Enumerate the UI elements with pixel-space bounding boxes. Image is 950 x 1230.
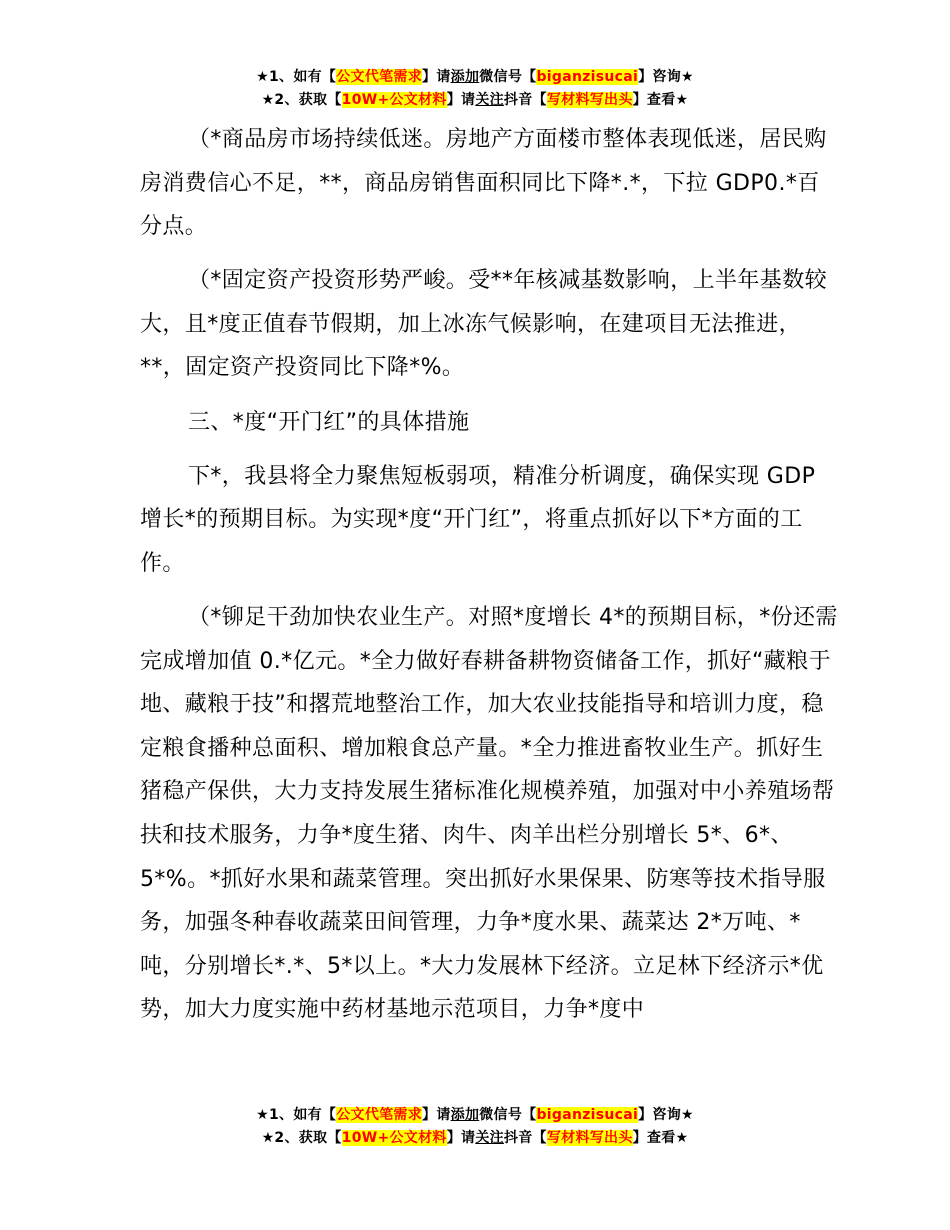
banner-text: ★2、获取【 xyxy=(261,1130,342,1146)
highlight-wechat-id: biganzisucai xyxy=(536,1107,639,1123)
banner-text: ★1、如有【 xyxy=(256,69,337,85)
paragraph-intro-measures: 下*，我县将全力聚焦短板弱项，精准分析调度，确保实现 GDP 增长*的预期目标。为实现*度“开门红”，将重点抓好以下*方面的工作。 xyxy=(140,463,816,576)
banner-text: 抖音【 xyxy=(503,1130,547,1146)
underlined-word: 关注 xyxy=(475,92,504,108)
banner-line-2 xyxy=(0,1127,950,1150)
banner-text: 】咨询★ xyxy=(638,69,694,85)
paragraph-housing-market: （*商品房市场持续低迷。房地产方面楼市整体表现低迷，居民购房消费信心不足，**，商品房销售面积同比下降*.*，下拉 GDP0.*百分点。 xyxy=(140,127,827,240)
banner-text: ★1、如有【 xyxy=(256,1107,337,1123)
document-body xyxy=(140,118,840,1042)
banner-text: 】请 xyxy=(446,92,476,108)
highlight-douyin-account: 写材料写出头 xyxy=(546,92,633,108)
paragraph-fixed-asset-investment: （*固定资产投资形势严峻。受**年核减基数影响，上半年基数较大，且*度正值春节假期，加上冰冻气候影响，在建项目无法推进，**，固定资产投资同比下降*%。 xyxy=(140,268,828,381)
banner-line-2 xyxy=(0,89,950,112)
banner-text: 抖音【 xyxy=(503,92,547,108)
underlined-word: 添加 xyxy=(450,1107,480,1123)
banner-text: 】查看★ xyxy=(632,92,689,108)
highlight-service: 公文代笔需求 xyxy=(336,1107,423,1123)
banner-text: 微信号【 xyxy=(479,1107,537,1123)
banner-line-1 xyxy=(0,1104,950,1127)
banner-text: 】咨询★ xyxy=(638,1107,694,1123)
footer-banner xyxy=(0,1104,950,1150)
section-heading: 三、*度“开门红”的具体措施 xyxy=(188,409,470,435)
banner-line-1 xyxy=(0,66,950,89)
highlight-materials: 10W+公文材料 xyxy=(341,92,447,108)
underlined-word: 关注 xyxy=(475,1130,504,1146)
banner-text: 微信号【 xyxy=(479,69,537,85)
banner-text: ★2、获取【 xyxy=(261,92,342,108)
banner-text: 】查看★ xyxy=(632,1130,689,1146)
highlight-wechat-id: biganzisucai xyxy=(536,69,639,85)
paragraph-agriculture: （*铆足干劲加快农业生产。对照*度增长 4*的预期目标，*份还需完成增加值 0.*亿元。*全力做好春耕备耕物资储备工作，抓好“藏粮于地、藏粮于技”和撂荒地整治工作，加大农业技能指导和培训力度，稳定粮食播种总面积、增加粮食总产量。*全力推进畜牧业生产。抓好生猪稳产保供，大力支持发展生猪标准化规模养殖，加强对中小养殖场帮扶和技术服务，力争*度生猪、肉牛、肉羊出栏分别增长 5*、6*、5*%。*抓好水果和蔬菜管理。突出抓好水果保果、防寒等技术指导服务，加强冬种春收蔬菜田间管理，力争*度水果、蔬菜达 2*万吨、*吨，分别增长*.*、5*以上。*大力发展林下经济。立足林下经济示*优势，加大力度实施中药材基地示范项目，力争*度中 xyxy=(140,604,838,1023)
highlight-douyin-account: 写材料写出头 xyxy=(546,1130,633,1146)
banner-text: 】请 xyxy=(422,69,451,85)
header-banner xyxy=(0,66,950,112)
highlight-materials: 10W+公文材料 xyxy=(341,1130,447,1146)
banner-text: 】请 xyxy=(446,1130,476,1146)
highlight-service: 公文代笔需求 xyxy=(336,69,423,85)
underlined-word: 添加 xyxy=(450,69,480,85)
banner-text: 】请 xyxy=(422,1107,451,1123)
